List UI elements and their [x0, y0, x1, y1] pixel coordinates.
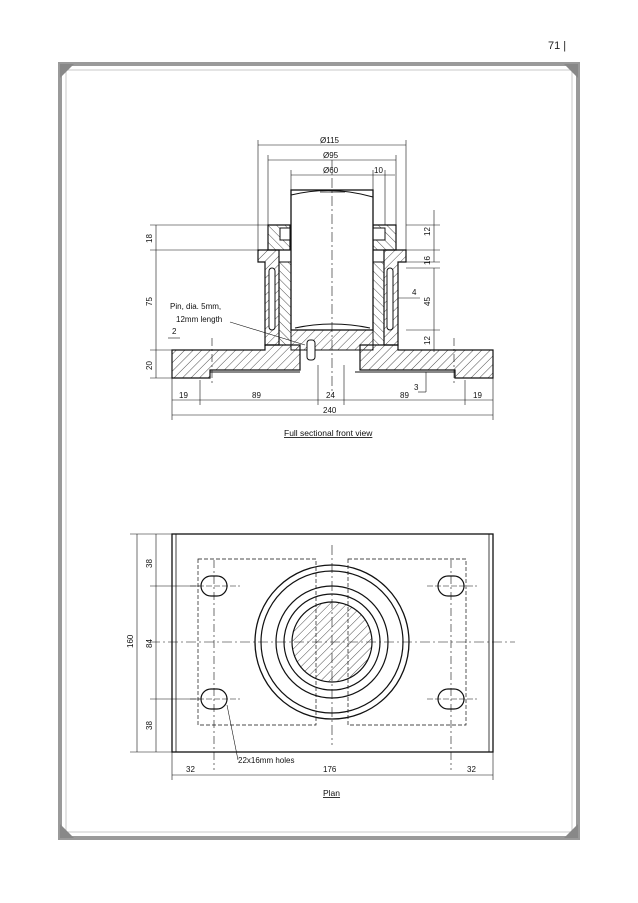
dim-d95: Ø95	[323, 151, 339, 160]
holes-note: 22x16mm holes	[238, 756, 295, 765]
pin-note-line2: 12mm length	[176, 315, 223, 324]
dim-32-right: 32	[467, 765, 476, 774]
dim-3: 3	[414, 383, 419, 392]
base-left-section	[172, 345, 300, 378]
dim-89-left: 89	[252, 391, 261, 400]
dim-2: 2	[172, 327, 177, 336]
dim-19-left: 19	[179, 391, 188, 400]
dim-d60: Ø60	[323, 166, 339, 175]
dim-18: 18	[145, 234, 154, 243]
dim-20: 20	[145, 361, 154, 370]
dim-75: 75	[145, 297, 154, 306]
dim-84: 84	[145, 639, 154, 648]
dim-19-right: 19	[473, 391, 482, 400]
dim-176: 176	[323, 765, 337, 774]
dim-4: 4	[412, 288, 417, 297]
plan-view	[150, 534, 515, 770]
dim-38-bottom: 38	[145, 721, 154, 730]
base-right-section	[360, 345, 493, 378]
bush-left	[279, 262, 291, 345]
dim-38-top: 38	[145, 559, 154, 568]
dim-10: 10	[374, 166, 383, 175]
corner-ornament-bl	[60, 824, 74, 838]
dim-24: 24	[326, 391, 335, 400]
dim-160: 160	[126, 634, 135, 648]
pin-note-line1: Pin, dia. 5mm,	[170, 302, 222, 311]
pin	[307, 340, 315, 360]
dim-12-low: 12	[423, 336, 432, 345]
dim-45: 45	[423, 297, 432, 306]
page-border	[60, 64, 578, 838]
front-view-caption: Full sectional front view	[284, 428, 373, 438]
dim-16: 16	[423, 256, 432, 265]
corner-ornament-tr	[564, 64, 578, 78]
dim-d115: Ø115	[320, 136, 339, 145]
plan-caption: Plan	[323, 788, 341, 798]
page-number: 71 |	[548, 40, 567, 52]
dim-32-left: 32	[186, 765, 195, 774]
dim-12-top: 12	[423, 227, 432, 236]
corner-ornament-tl	[60, 64, 74, 78]
bush-right	[373, 262, 384, 345]
front-sectional-view	[172, 160, 493, 395]
dim-240: 240	[323, 406, 337, 415]
dim-89-right: 89	[400, 391, 409, 400]
corner-ornament-br	[564, 824, 578, 838]
